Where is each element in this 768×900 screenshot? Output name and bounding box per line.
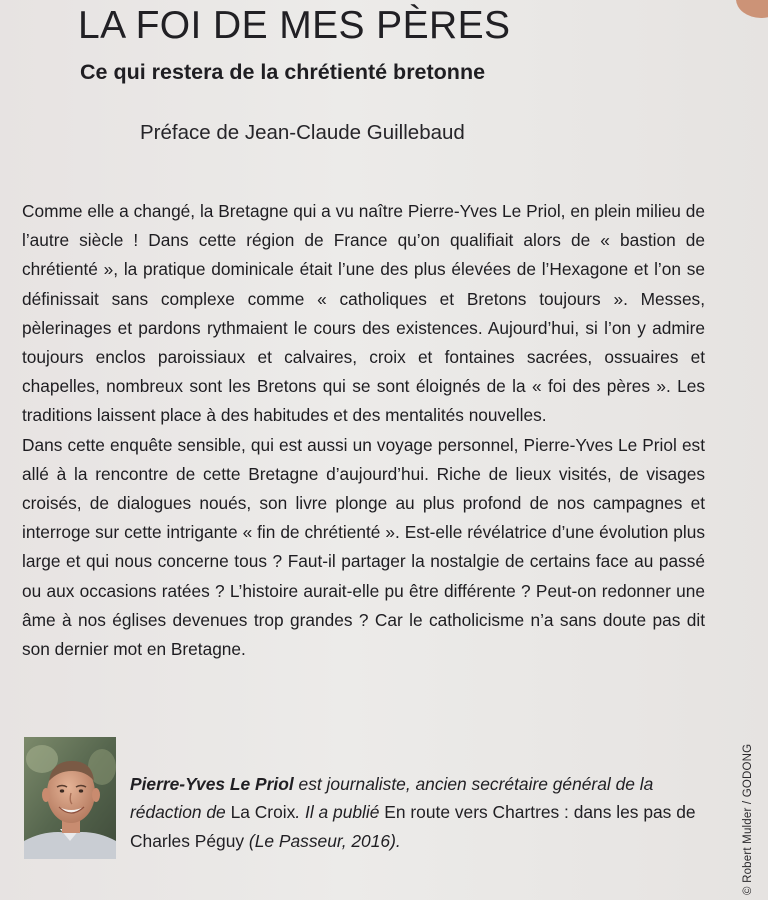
author-bio-part-3: (Le Passeur, 2016). (244, 830, 401, 851)
author-bio (130, 770, 705, 855)
author-bio-part-2: . Il a publié (295, 802, 385, 823)
author-bio-part-1: est journaliste, ancien secrétaire général de la rédaction de (130, 774, 654, 823)
author-name: Pierre-Yves Le Priol (130, 774, 294, 794)
author-previous-book: En route vers Chartres : dans les pas de Charles Péguy (130, 802, 696, 851)
preface-credit: Préface de Jean-Claude Guillebaud (140, 121, 465, 144)
blurb-text (22, 197, 705, 664)
photo-credit: © Robert Mulder / GODONG (742, 743, 754, 895)
author-photo (24, 737, 116, 859)
book-subtitle: Ce qui restera de la chrétienté bretonne (80, 60, 486, 84)
author-newspaper: La Croix (230, 802, 296, 823)
corner-color-mark (736, 0, 768, 18)
book-title: LA FOI DE MES PÈRES (78, 4, 511, 47)
blurb-paragraph-2: Dans cette enquête sensible, qui est aussi un voyage personnel, Pierre-Yves Le Priol est allé à la rencontre de cette Bretagne d’aujourd’hui. Riche de lieux visités, de visages croisés, de dialogues noués, son livre plonge au plus profond de nos campagnes et interroge sur cette intrigante « fin de chrétienté ». Est-elle révélatrice d’une évolution plus large et qui nous concerne tous ? Faut-il partager la nostalgie de certains face au passé ou aux occasions ratées ? L’histoire aurait-elle pu être différente ? Peut-on redonner une âme à nos églises devenues trop grandes ? Car le catholicisme n’a sans doute pas dit son dernier mot en Bretagne. (22, 434, 705, 660)
blurb-paragraph-1: Comme elle a changé, la Bretagne qui a vu naître Pierre-Yves Le Priol, en plein milieu de l’autre siècle ! Dans cette région de France qu’on qualifiait alors de « bastion de chrétienté », la pratique dominicale était l’une des plus élevées de l’Hexagone et l’on se définissait sans complexe comme « catholiques et Bretons toujours ». Messes, pèlerinages et pardons rythmaient le cours des existences. Aujourd’hui, si l’on y admire toujours enclos paroissiaux et calvaires, croix et fontaines sacrées, ossuaires et chapelles, nombreux sont les Bretons qui se sont éloignés de la « foi des pères ». Les traditions laissent place à des habitudes et des mentalités nouvelles. (22, 201, 705, 426)
